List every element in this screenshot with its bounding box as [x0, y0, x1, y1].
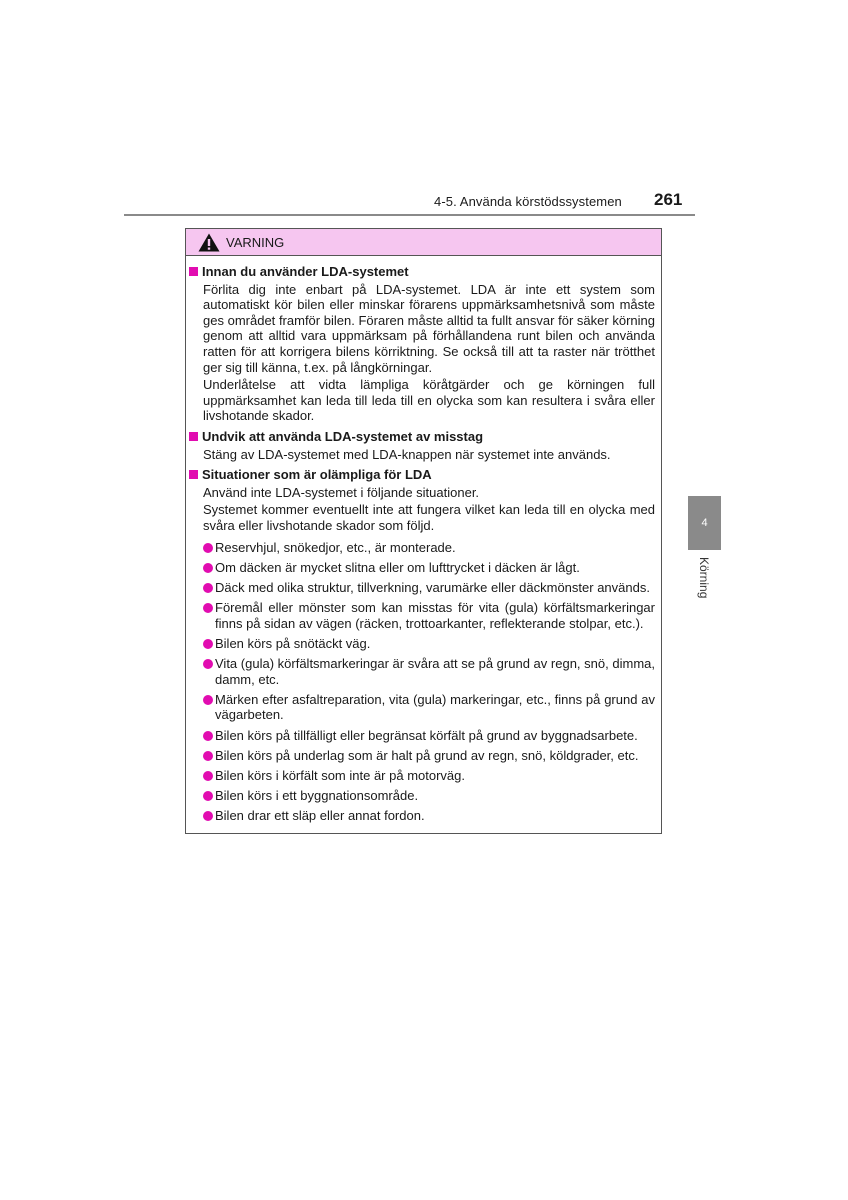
square-bullet-icon	[189, 470, 198, 479]
chapter-number: 4	[701, 517, 708, 529]
dot-bullet-icon	[203, 543, 213, 553]
warning-body	[186, 256, 661, 824]
dot-bullet-icon	[203, 771, 213, 781]
paragraph: Använd inte LDA-systemet i följande situationer.	[203, 484, 480, 500]
chapter-label: Körning	[697, 557, 711, 599]
dot-bullet-icon	[203, 603, 213, 613]
list-item-text: Bilen körs på snötäckt väg.	[215, 635, 371, 651]
warning-triangle-icon	[198, 233, 220, 252]
list-item-text: Reservhjul, snökedjor, etc., är monterade.	[215, 539, 456, 555]
chapter-tab	[688, 496, 721, 550]
list-item-text: Märken efter asfaltreparation, vita (gula) markeringar, etc., finns på grund av vägarbeten.	[215, 691, 655, 723]
list-item-text: Däck med olika struktur, tillverkning, varumärke eller däckmönster används.	[215, 579, 650, 595]
section-heading-text: Undvik att använda LDA-systemet av misstag	[202, 428, 484, 444]
square-bullet-icon	[189, 432, 198, 441]
list-item	[203, 580, 655, 596]
list-item-text: Bilen körs i körfält som inte är på motorväg.	[215, 767, 465, 783]
list-item	[203, 748, 655, 764]
warning-header	[186, 229, 661, 256]
list-item	[203, 788, 655, 804]
header-divider	[124, 214, 695, 216]
page-number: 261	[654, 190, 683, 209]
list-item-text: Föremål eller mönster som kan misstas för vita (gula) körfältsmarkeringar finns på sidan av vägen (räcken, trottoarkanter, reflekterande stolpar, etc.).	[215, 600, 655, 631]
dot-bullet-icon	[203, 751, 213, 761]
situation-list	[203, 540, 655, 824]
list-item	[203, 768, 655, 784]
dot-bullet-icon	[203, 731, 213, 741]
paragraph: Förlita dig inte enbart på LDA-systemet. LDA är inte ett system som automatiskt kör bilen eller minskar förarens uppmärksamhetsnivå som måste ges området framför bilen. Föraren måste alltid ta fullt ansvar för säker körning genom att alltid vara uppmärksam på förhållandena runt bilen och använda ratten för att korrigera bilens körriktning. Se också till att ta raster när trötthet ger sig till känna, t.ex. på långkörningar.	[203, 281, 655, 375]
list-item-text: Vita (gula) körfältsmarkeringar är svåra att se på grund av regn, snö, dimma, damm, etc.	[215, 656, 655, 687]
dot-bullet-icon	[203, 791, 213, 801]
list-item	[203, 600, 655, 631]
section-heading	[189, 467, 655, 483]
list-item-text: Bilen körs i ett byggnationsområde.	[215, 788, 419, 804]
dot-bullet-icon	[203, 563, 213, 573]
section-heading-text: Situationer som är olämpliga för LDA	[202, 467, 432, 483]
list-item	[203, 560, 655, 576]
dot-bullet-icon	[203, 639, 213, 649]
dot-bullet-icon	[203, 695, 213, 705]
list-item	[203, 808, 655, 824]
warning-box	[185, 228, 662, 834]
list-item-text: Om däcken är mycket slitna eller om lufttrycket i däcken är lågt.	[215, 559, 580, 575]
section-heading-text: Innan du använder LDA-systemet	[202, 264, 409, 279]
list-item	[203, 728, 655, 744]
paragraph: Systemet kommer eventuellt inte att fungera vilket kan leda till en olycka med svåra eller livshotande skador som följd.	[203, 502, 655, 533]
dot-bullet-icon	[203, 659, 213, 669]
list-item-text: Bilen körs på underlag som är halt på grund av regn, snö, köldgrader, etc.	[215, 747, 639, 763]
warning-title: VARNING	[226, 234, 285, 250]
list-item	[203, 656, 655, 687]
list-item-text: Bilen drar ett släp eller annat fordon.	[215, 808, 425, 824]
list-item	[203, 540, 655, 556]
section-title: 4-5. Använda körstödssystemen	[434, 194, 622, 209]
square-bullet-icon	[189, 267, 198, 276]
paragraph: Underlåtelse att vidta lämpliga köråtgärder och ge körningen full uppmärksamhet kan leda till leda till en olycka som kan resultera i svåra eller livshotande skador.	[203, 377, 655, 424]
dot-bullet-icon	[203, 811, 213, 821]
dot-bullet-icon	[203, 583, 213, 593]
paragraph: Stäng av LDA-systemet med LDA-knappen när systemet inte används.	[203, 446, 611, 462]
list-item	[203, 636, 655, 652]
section-heading	[189, 264, 655, 280]
list-item-text: Bilen körs på tillfälligt eller begränsat körfält på grund av byggnadsarbete.	[215, 727, 638, 743]
list-item	[203, 692, 655, 723]
section-heading	[189, 429, 655, 445]
